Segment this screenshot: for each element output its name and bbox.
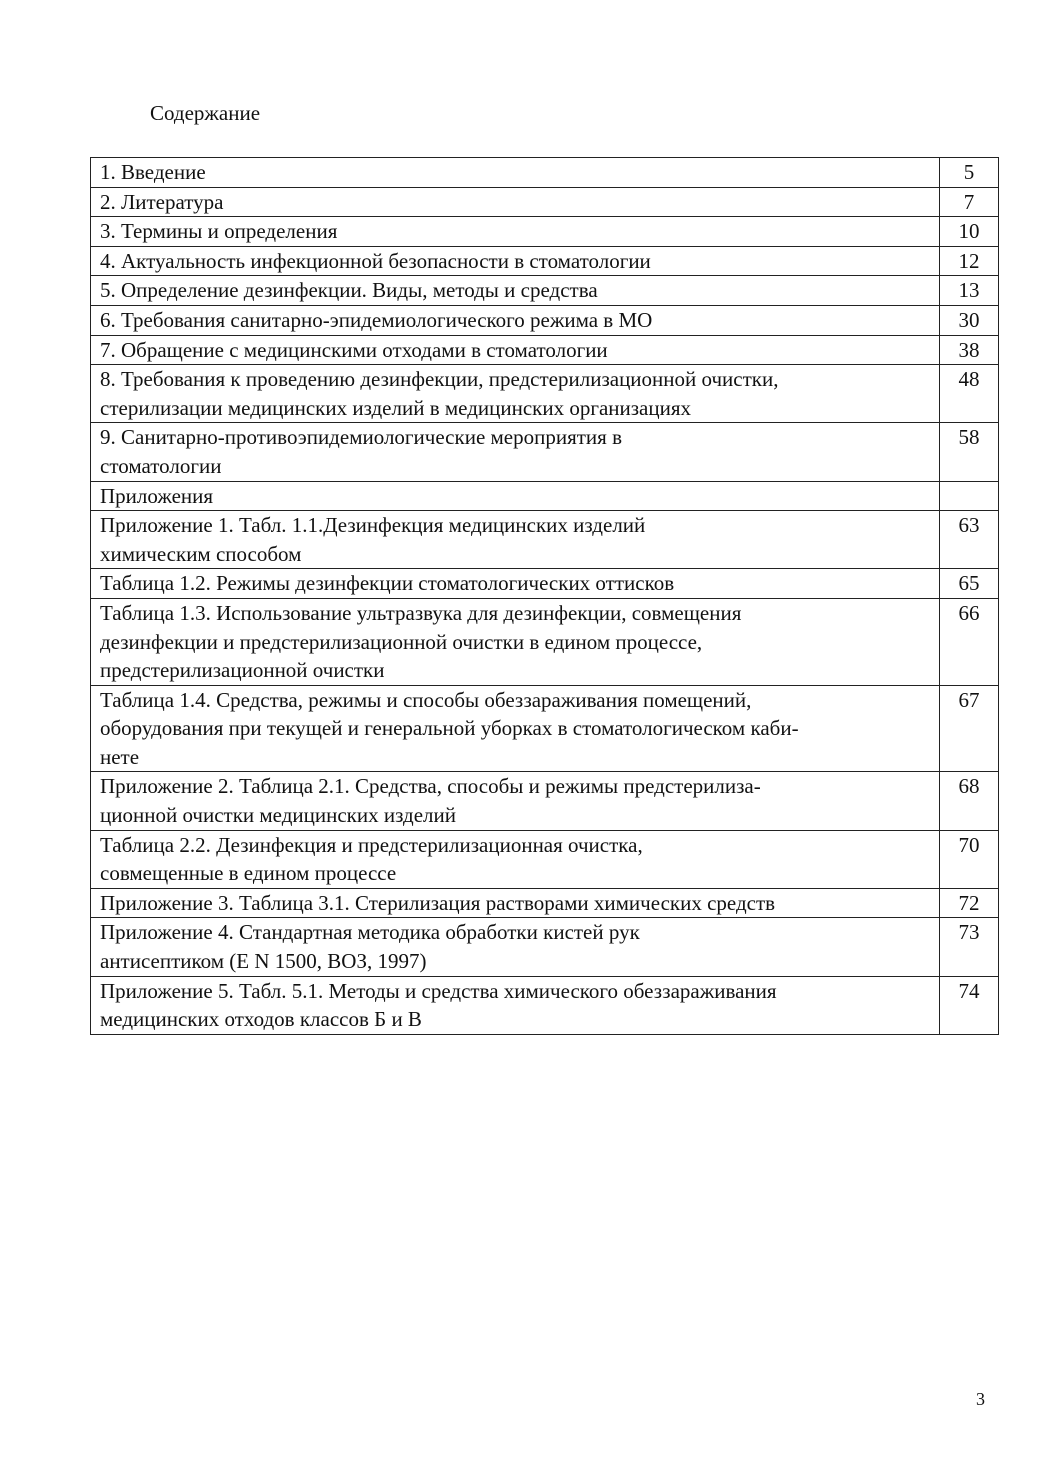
toc-row bbox=[91, 598, 999, 685]
toc-entry-title: 8. Требования к проведению дезинфекции, предстерилизационной очистки, стерилизации медицинских изделий в медицинских организациях bbox=[91, 365, 940, 423]
toc-entry-title: 2. Литература bbox=[91, 187, 940, 217]
toc-entry-page bbox=[940, 481, 999, 511]
toc-entry-title: 4. Актуальность инфекционной безопасности в стоматологии bbox=[91, 246, 940, 276]
toc-row bbox=[91, 511, 999, 569]
toc-row bbox=[91, 158, 999, 188]
toc-entry-title: Приложение 1. Табл. 1.1.Дезинфекция медицинских изделий химическим способом bbox=[91, 511, 940, 569]
toc-entry-title: 6. Требования санитарно-эпидемиологического режима в МО bbox=[91, 305, 940, 335]
toc-row bbox=[91, 888, 999, 918]
toc-row bbox=[91, 772, 999, 830]
toc-entry-page: 67 bbox=[940, 685, 999, 772]
toc-entry-title: Таблица 1.4. Средства, режимы и способы обеззараживания помещений, оборудования при текущей и генеральной уборках в стоматологическом каби- нете bbox=[91, 685, 940, 772]
toc-entry-page: 66 bbox=[940, 598, 999, 685]
toc-entry-page: 12 bbox=[940, 246, 999, 276]
toc-entry-title: 1. Введение bbox=[91, 158, 940, 188]
toc-row bbox=[91, 976, 999, 1034]
toc-row bbox=[91, 246, 999, 276]
toc-entry-title: Приложения bbox=[91, 481, 940, 511]
toc-entry-title: Приложение 2. Таблица 2.1. Средства, способы и режимы предстерилиза- ционной очистки медицинских изделий bbox=[91, 772, 940, 830]
toc-row bbox=[91, 187, 999, 217]
toc-entry-page: 7 bbox=[940, 187, 999, 217]
toc-entry-title: 9. Санитарно-противоэпидемиологические мероприятия в стоматологии bbox=[91, 423, 940, 481]
toc-entry-title: Таблица 1.2. Режимы дезинфекции стоматологических оттисков bbox=[91, 569, 940, 599]
toc-entry-title: Приложение 5. Табл. 5.1. Методы и средства химического обеззараживания медицинских отходов классов Б и В bbox=[91, 976, 940, 1034]
toc-body bbox=[91, 158, 999, 1035]
toc-entry-page: 74 bbox=[940, 976, 999, 1034]
toc-row bbox=[91, 685, 999, 772]
table-of-contents bbox=[90, 157, 999, 1035]
toc-entry-title: 3. Термины и определения bbox=[91, 217, 940, 247]
toc-entry-page: 68 bbox=[940, 772, 999, 830]
toc-row bbox=[91, 276, 999, 306]
toc-entry-page: 5 bbox=[940, 158, 999, 188]
toc-row bbox=[91, 365, 999, 423]
toc-entry-page: 13 bbox=[940, 276, 999, 306]
toc-entry-page: 38 bbox=[940, 335, 999, 365]
toc-entry-page: 73 bbox=[940, 918, 999, 976]
toc-row bbox=[91, 217, 999, 247]
toc-entry-title: Таблица 2.2. Дезинфекция и предстерилизационная очистка, совмещенные в едином процессе bbox=[91, 830, 940, 888]
toc-entry-title: Приложение 3. Таблица 3.1. Стерилизация растворами химических средств bbox=[91, 888, 940, 918]
toc-row bbox=[91, 423, 999, 481]
toc-entry-page: 70 bbox=[940, 830, 999, 888]
toc-entry-title: 5. Определение дезинфекции. Виды, методы и средства bbox=[91, 276, 940, 306]
toc-row bbox=[91, 481, 999, 511]
toc-entry-page: 10 bbox=[940, 217, 999, 247]
toc-row bbox=[91, 918, 999, 976]
toc-row bbox=[91, 569, 999, 599]
toc-entry-page: 63 bbox=[940, 511, 999, 569]
toc-entry-page: 48 bbox=[940, 365, 999, 423]
toc-entry-title: Таблица 1.3. Использование ультразвука для дезинфекции, совмещения дезинфекции и предстерилизационной очистки в едином процессе, предстерилизационной очистки bbox=[91, 598, 940, 685]
toc-row bbox=[91, 335, 999, 365]
toc-entry-page: 58 bbox=[940, 423, 999, 481]
toc-entry-page: 72 bbox=[940, 888, 999, 918]
toc-row bbox=[91, 305, 999, 335]
toc-row bbox=[91, 830, 999, 888]
page-number: 3 bbox=[976, 1389, 985, 1409]
page-title: Содержание bbox=[150, 101, 261, 125]
toc-entry-title: 7. Обращение с медицинскими отходами в стоматологии bbox=[91, 335, 940, 365]
toc-entry-page: 65 bbox=[940, 569, 999, 599]
toc-entry-page: 30 bbox=[940, 305, 999, 335]
toc-entry-title: Приложение 4. Стандартная методика обработки кистей рук антисептиком (Е N 1500, ВОЗ, 1997) bbox=[91, 918, 940, 976]
